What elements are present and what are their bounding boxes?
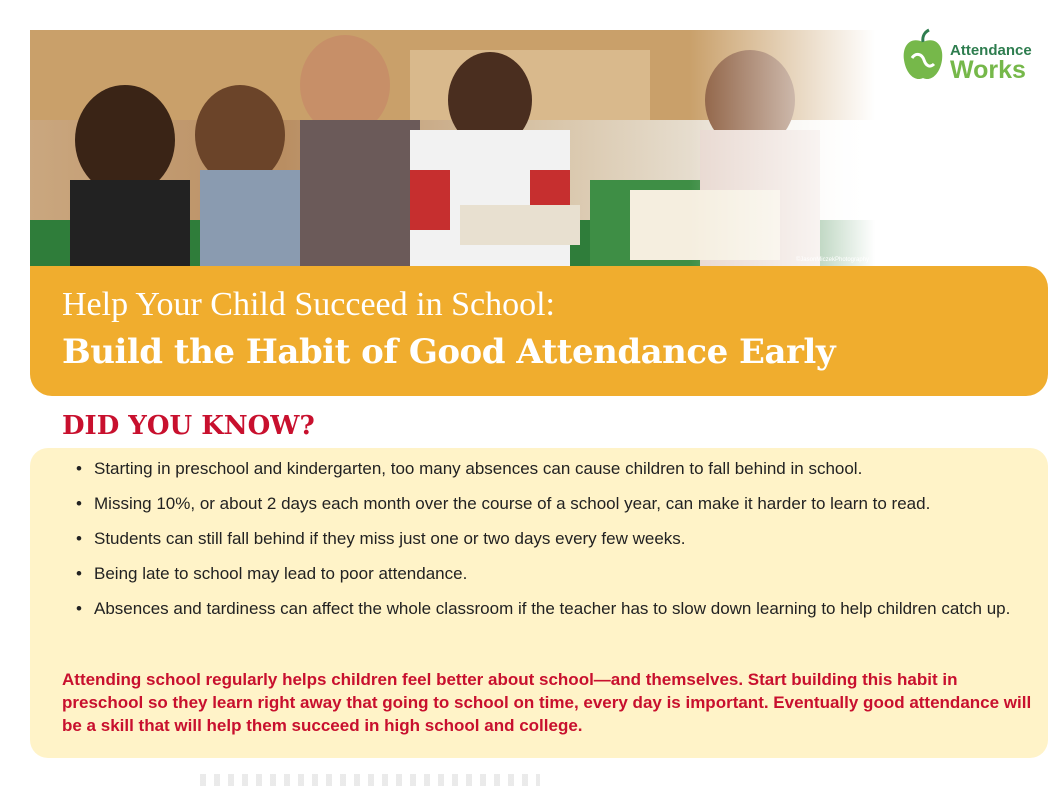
next-section-hint (200, 774, 540, 786)
bullet-icon: • (76, 599, 82, 618)
list-item (76, 591, 1036, 627)
list-item-text: Being late to school may lead to poor attendance. (94, 564, 468, 583)
bullet-icon: • (76, 564, 82, 583)
list-item-text: Absences and tardiness can affect the whole classroom if the teacher has to slow down learning to help children catch up. (94, 599, 1011, 618)
bullet-icon: • (76, 459, 82, 478)
bullet-icon: • (76, 529, 82, 548)
page-subtitle: Build the Habit of Good Attendance Early (62, 332, 836, 372)
callout-text: Attending school regularly helps children feel better about school—and themselves. Start building this habit in preschool so they learn right away that going to school on time, every day is important. Eventually good attendance will be a skill that will help them succeed in high school and college. (62, 670, 1032, 735)
children-reading-illustration (30, 30, 875, 266)
logo-line2: Works (950, 56, 1026, 84)
hero-photo (30, 30, 875, 266)
list-item-text: Students can still fall behind if they miss just one or two days every few weeks. (94, 529, 686, 548)
list-item-text: Missing 10%, or about 2 days each month over the course of a school year, can make it harder to learn to read. (94, 494, 931, 513)
list-item (76, 458, 1036, 480)
did-you-know-heading: DID YOU KNOW? (62, 411, 315, 441)
apple-icon (900, 28, 946, 86)
logo-line1: Attendance (950, 42, 1032, 59)
page-title: Help Your Child Succeed in School: (62, 286, 555, 323)
list-item (76, 493, 1036, 515)
attendance-works-logo (900, 28, 1050, 90)
list-item (76, 528, 1036, 550)
photo-credit: ©JasonMiczekPhotography (795, 257, 869, 263)
facts-list (76, 458, 1036, 640)
title-banner (30, 266, 1048, 396)
did-you-know-box (30, 448, 1048, 758)
bullet-icon: • (76, 494, 82, 513)
list-item-text: Starting in preschool and kindergarten, too many absences can cause children to fall behind in school. (94, 459, 863, 478)
list-item (76, 563, 1036, 585)
